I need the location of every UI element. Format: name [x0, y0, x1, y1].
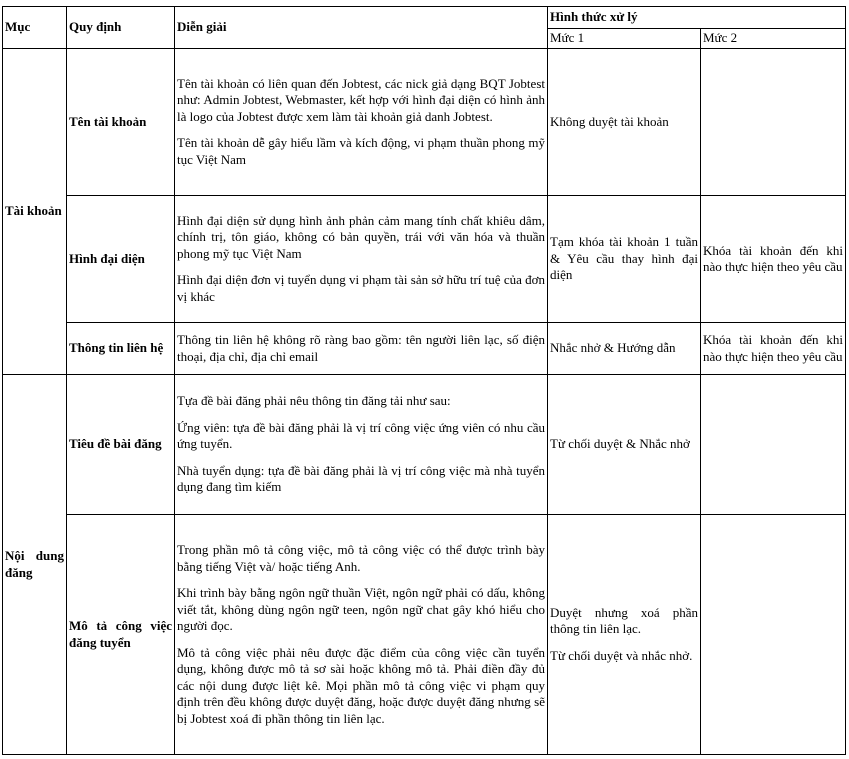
header-muc-1: Mức 1 — [548, 29, 701, 49]
description-paragraph: Tên tài khoản dễ gây hiểu lầm và kích động, vi phạm thuần phong mỹ tục Việt Nam — [177, 135, 545, 167]
header-muc-2: Mức 2 — [701, 29, 846, 49]
rule-description — [175, 49, 548, 196]
level-1-text: Tạm khóa tài khoản 1 tuần & Yêu cầu thay hình đại diện — [550, 234, 698, 283]
level-2-action — [701, 323, 846, 375]
level-1-text: Từ chối duyệt & Nhắc nhở — [550, 436, 690, 452]
description-paragraph: Nhà tuyển dụng: tựa đề bài đăng phải là vị trí công việc mà nhà tuyển dụng đang tìm kiếm — [177, 462, 545, 495]
table-row — [3, 323, 846, 375]
table-row — [3, 375, 846, 515]
level-2-text: Khóa tài khoản đến khi nào thực hiện theo yêu cầu — [703, 332, 844, 364]
level-2-text: Khóa tài khoản đến khi nào thực hiện theo yêu cầu — [703, 242, 844, 274]
section-label: Tài khoản — [3, 49, 67, 375]
table-row — [3, 49, 846, 196]
rule-name: Thông tin liên hệ — [67, 323, 175, 375]
header-hinh-thuc: Hình thức xử lý — [548, 7, 846, 29]
level-1-text: Nhắc nhở & Hướng dẫn — [550, 340, 676, 356]
description-paragraph: Mô tả công việc phải nêu được đặc điểm của công việc cần tuyển dụng, không được mô tả sơ sài hoặc không mô tả. Phải điền đầy đủ các nội dung được liệt kê. Mọi phần mô tả công việc vi phạm quy định trên đều không được duyệt đăng, hoặc được duyệt đăng nhưng sẽ bị Jobtest xoá đi phần thông tin liên lạc. — [177, 644, 545, 726]
description-paragraph: Tên tài khoản có liên quan đến Jobtest, các nick giả dạng BQT Jobtest như: Admin Jobtest, Webmaster, kết hợp với hình đại diện có hình ảnh là logo của Jobtest được xem làm tài khoản giả danh Jobtest. — [177, 75, 545, 124]
header-quy-dinh: Quy định — [67, 7, 175, 49]
rule-name: Tiêu đề bài đăng — [67, 375, 175, 515]
rule-description — [175, 515, 548, 755]
rules-table — [2, 6, 846, 755]
rule-description — [175, 323, 548, 375]
rule-description — [175, 196, 548, 323]
level-1-action — [548, 375, 701, 515]
level-1-action — [548, 515, 701, 755]
level-1-action — [548, 49, 701, 196]
level-2-action — [701, 196, 846, 323]
level-1-action — [548, 196, 701, 323]
rule-name: Hình đại diện — [67, 196, 175, 323]
description-paragraph: Khi trình bày bằng ngôn ngữ thuần Việt, ngôn ngữ phải có dấu, không viết tắt, không dùng ngôn ngữ teen, ngôn ngữ chat gây khó hiểu cho người đọc. — [177, 585, 545, 633]
description-paragraph: Ứng viên: tựa đề bài đăng phải là vị trí công việc ứng viên có nhu cầu ứng tuyển. — [177, 419, 545, 452]
description-paragraph: Hình đại diện đơn vị tuyển dụng vi phạm tài sản sở hữu trí tuệ của đơn vị khác — [177, 272, 545, 304]
level-2-action — [701, 515, 846, 755]
level-1-action — [548, 323, 701, 375]
description-paragraph: Thông tin liên hệ không rõ ràng bao gồm: tên người liên lạc, số điện thoại, địa chỉ, địa chỉ email — [177, 332, 545, 364]
level-2-action — [701, 375, 846, 515]
rule-name: Tên tài khoản — [67, 49, 175, 196]
table-row — [3, 515, 846, 755]
description-paragraph: Hình đại diện sử dụng hình ảnh phản cảm mang tính chất khiêu dâm, chính trị, tôn giáo, không có bản quyền, trái với văn hóa và thuần phong mỹ tục Việt Nam — [177, 212, 545, 261]
header-muc: Mục — [3, 7, 67, 49]
header-dien-giai: Diễn giải — [175, 7, 548, 49]
description-paragraph: Tựa đề bài đăng phải nêu thông tin đăng tải như sau: — [177, 393, 451, 409]
level-2-action — [701, 49, 846, 196]
table-row — [3, 196, 846, 323]
level-1-text: Không duyệt tài khoản — [550, 113, 669, 129]
level-1-text: Từ chối duyệt và nhắc nhở. — [550, 647, 693, 663]
rule-description — [175, 375, 548, 515]
section-label: Nội dung đăng — [3, 375, 67, 755]
description-paragraph: Trong phần mô tả công việc, mô tả công việc có thể được trình bày bằng tiếng Việt và/ hoặc tiếng Anh. — [177, 542, 545, 574]
rule-name: Mô tả công việc đăng tuyển — [67, 515, 175, 755]
level-1-text: Duyệt nhưng xoá phần thông tin liên lạc. — [550, 604, 698, 637]
